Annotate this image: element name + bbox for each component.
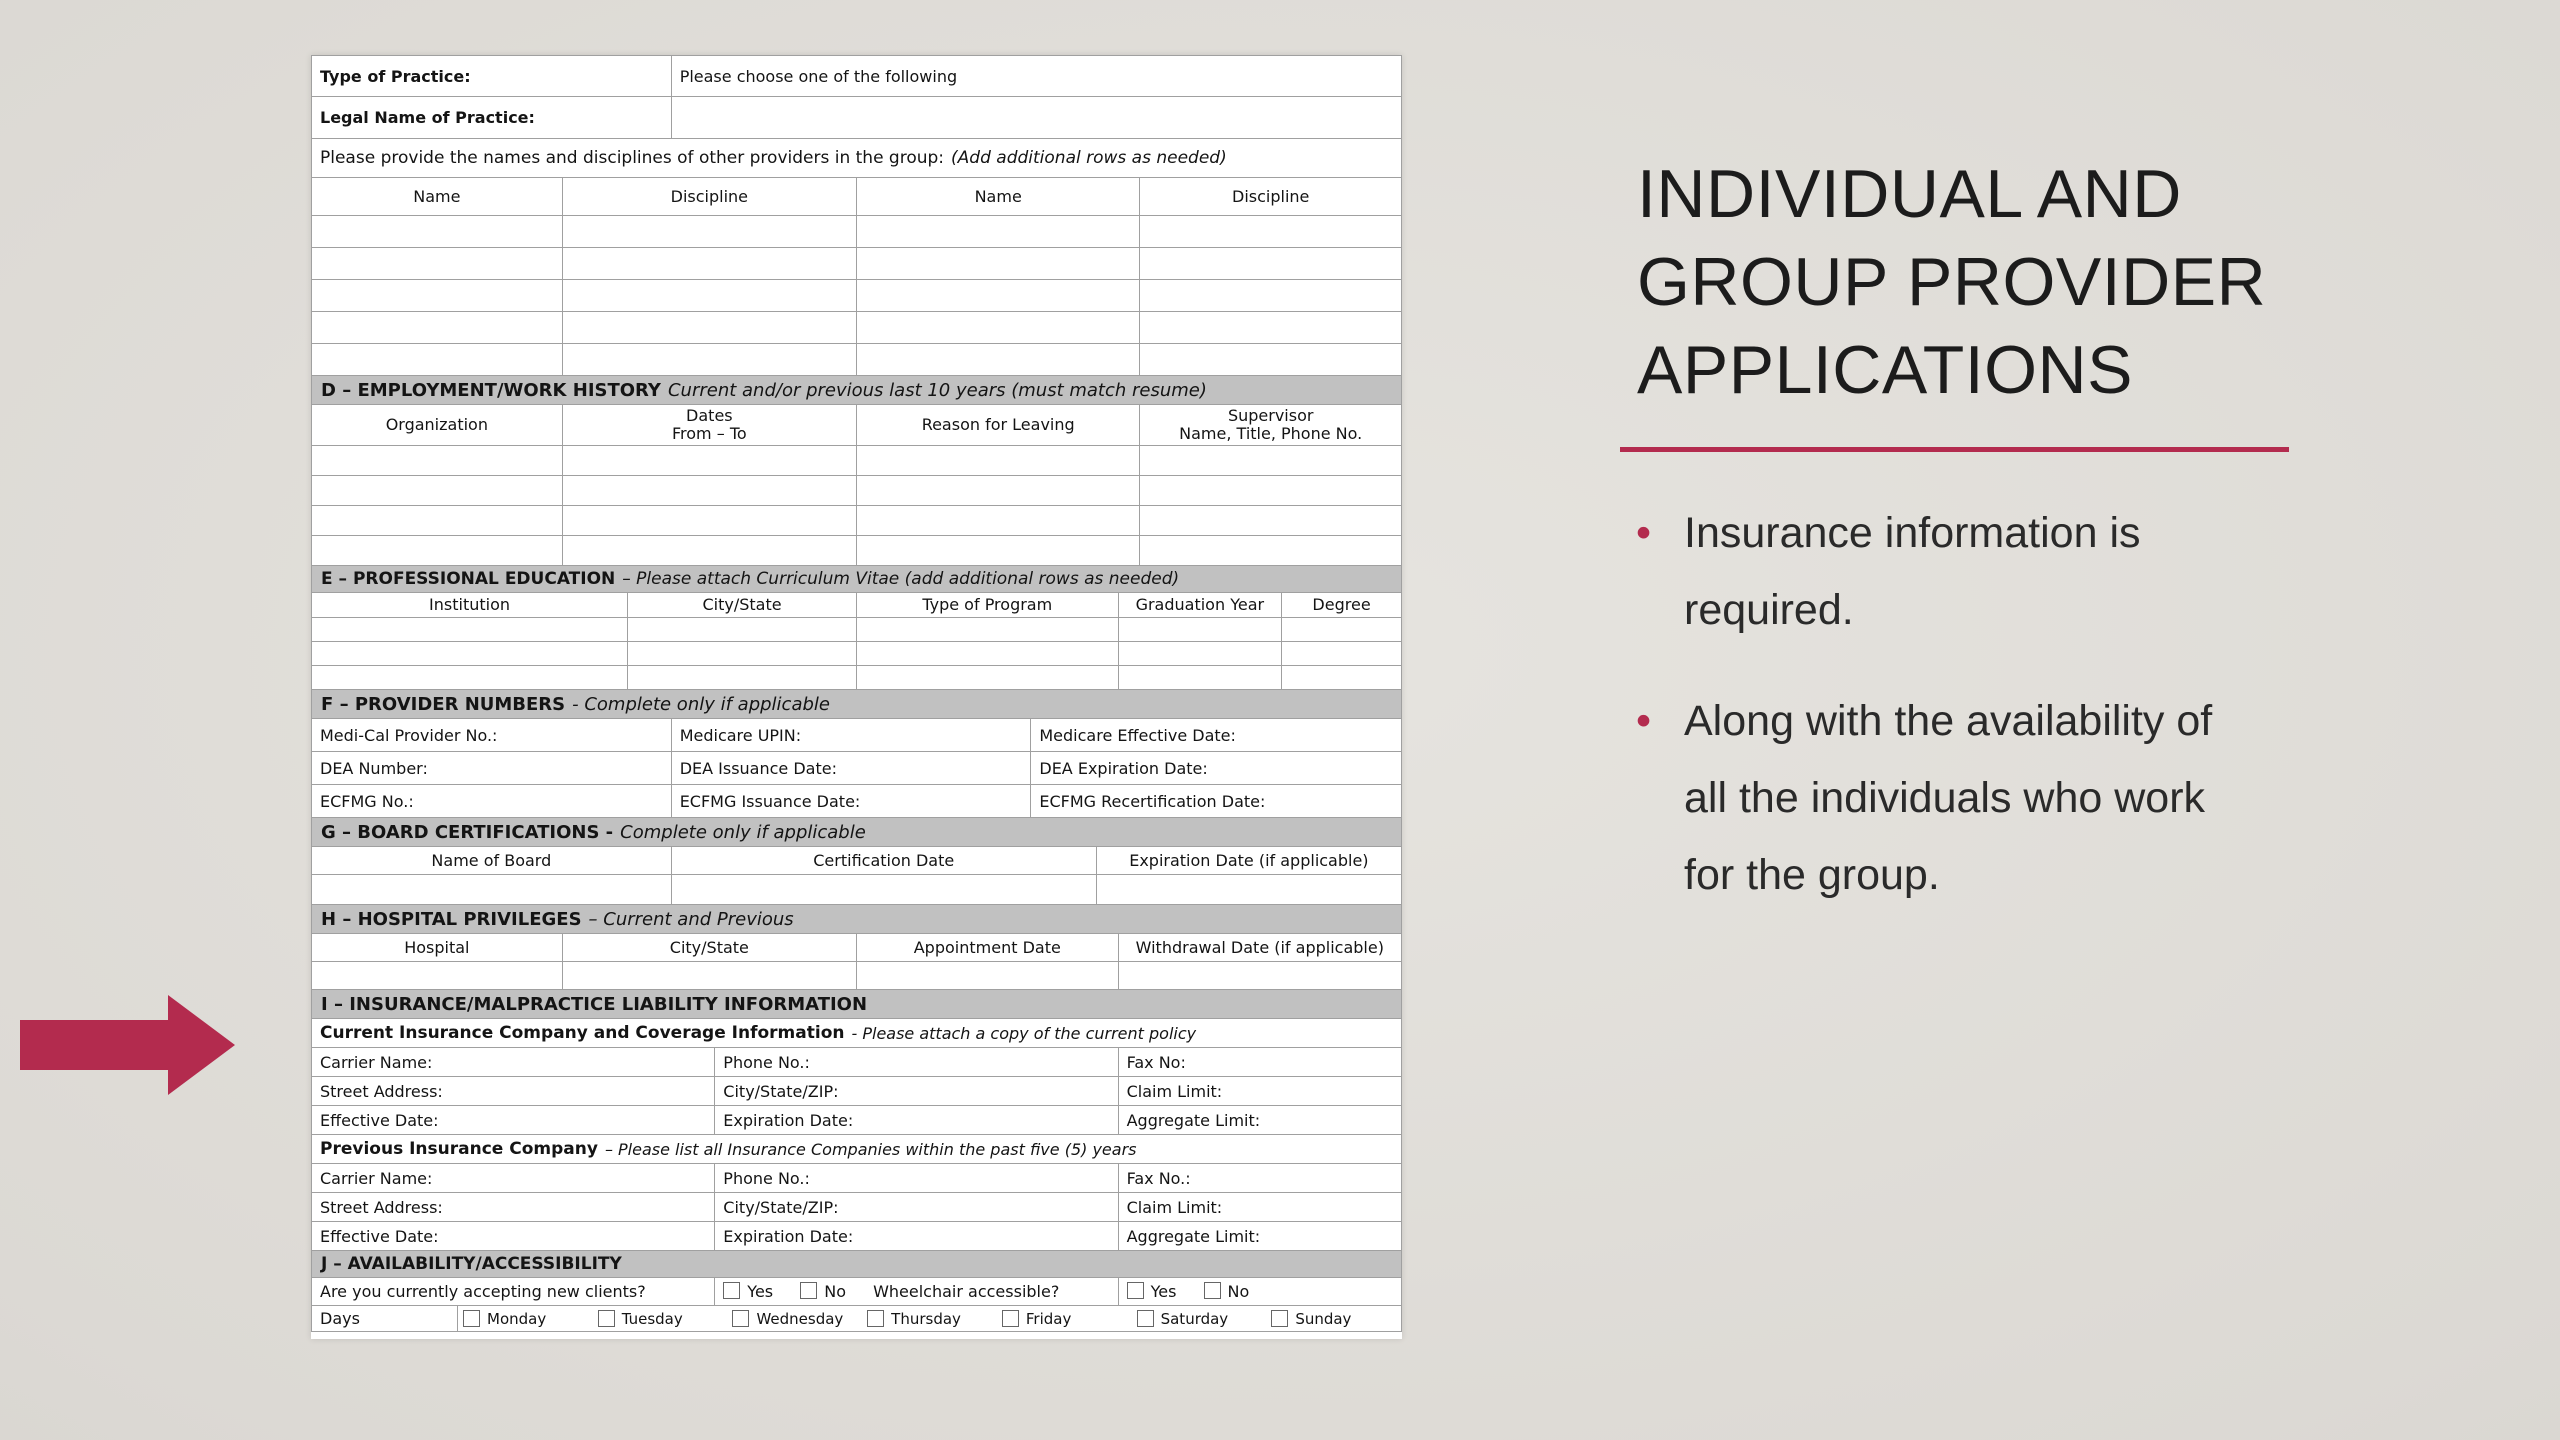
empty-field-cell xyxy=(1282,642,1402,666)
wheelchair-question: Wheelchair accessible? xyxy=(873,1282,1060,1301)
friday-checkbox[interactable] xyxy=(1002,1310,1019,1327)
empty-field-cell xyxy=(312,216,563,248)
empty-field-cell xyxy=(856,248,1139,280)
yes-label: Yes xyxy=(1150,1282,1177,1301)
empty-field-cell xyxy=(628,618,857,642)
sunday-label: Sunday xyxy=(1295,1309,1352,1328)
empty-field-cell xyxy=(1282,618,1402,642)
sunday-checkbox[interactable] xyxy=(1271,1310,1288,1327)
empty-field-cell xyxy=(1118,666,1282,690)
g-header-board: Name of Board xyxy=(312,847,672,875)
wednesday-label: Wednesday xyxy=(756,1309,844,1328)
bullet-icon: • xyxy=(1636,509,1652,557)
current-insurance-subheader xyxy=(311,1018,1402,1048)
d-header-reason: Reason for Leaving xyxy=(856,405,1139,446)
accepting-clients-options xyxy=(715,1278,1118,1306)
day-item-thursday xyxy=(862,1310,997,1328)
empty-field-cell xyxy=(1118,618,1282,642)
field-label-cell: Fax No: xyxy=(1118,1048,1401,1077)
g-header-cert-date: Certification Date xyxy=(671,847,1096,875)
providers-note-italic: (Add additional rows as needed) xyxy=(951,148,1227,168)
empty-field-cell xyxy=(1140,506,1402,536)
slide-bullets xyxy=(1620,495,2260,914)
yes-checkbox[interactable] xyxy=(1127,1282,1144,1299)
providers-header-discipline: Discipline xyxy=(1140,178,1402,216)
day-item-sunday xyxy=(1266,1310,1401,1328)
section-j-title: J – AVAILABILITY/ACCESSIBILITY xyxy=(321,1254,622,1274)
practice-info-table xyxy=(311,55,1402,139)
day-item-monday xyxy=(458,1310,593,1328)
empty-field-cell xyxy=(562,506,856,536)
bullet-text: Insurance information is required. xyxy=(1684,509,2141,634)
section-h-title: H – HOSPITAL PRIVILEGES xyxy=(321,908,582,930)
wheelchair-options xyxy=(1118,1278,1401,1306)
field-label-cell: Carrier Name: xyxy=(312,1048,715,1077)
education-table xyxy=(311,592,1402,690)
section-h-note: – Current and Previous xyxy=(588,908,794,930)
thursday-label: Thursday xyxy=(891,1309,961,1328)
empty-field-cell xyxy=(312,962,563,990)
section-j-header xyxy=(311,1250,1402,1278)
providers-table xyxy=(311,177,1402,376)
section-f-note: - Complete only if applicable xyxy=(572,693,830,715)
d-header-supervisor xyxy=(1140,405,1402,446)
empty-field-cell xyxy=(312,476,563,506)
provider-application-form xyxy=(311,55,1402,1339)
previous-insurance-table xyxy=(311,1163,1402,1251)
previous-insurance-title: Previous Insurance Company xyxy=(320,1139,598,1159)
day-item-tuesday xyxy=(593,1310,728,1328)
empty-field-cell xyxy=(856,344,1139,376)
hospital-privileges-table xyxy=(311,933,1402,990)
legal-name-label: Legal Name of Practice: xyxy=(312,97,672,139)
section-f-title: F – PROVIDER NUMBERS xyxy=(321,693,566,715)
empty-field-cell xyxy=(1140,312,1402,344)
empty-field-cell xyxy=(562,962,856,990)
e-header-institution: Institution xyxy=(312,593,628,618)
field-label-cell: DEA Number: xyxy=(312,752,672,785)
h-header-appointment: Appointment Date xyxy=(856,934,1118,962)
field-label-cell: ECFMG Recertification Date: xyxy=(1031,785,1402,818)
field-label-cell: ECFMG Issuance Date: xyxy=(671,785,1031,818)
empty-field-cell xyxy=(1140,446,1402,476)
tuesday-label: Tuesday xyxy=(621,1309,683,1328)
empty-field-cell xyxy=(1282,666,1402,690)
field-label-cell: Medicare UPIN: xyxy=(671,719,1031,752)
empty-field-cell xyxy=(856,476,1139,506)
e-header-degree: Degree xyxy=(1282,593,1402,618)
type-of-practice-label: Type of Practice: xyxy=(312,56,672,97)
d-header-organization: Organization xyxy=(312,405,563,446)
h-header-hospital: Hospital xyxy=(312,934,563,962)
current-insurance-note: - Please attach a copy of the current policy xyxy=(851,1023,1197,1043)
empty-field-cell xyxy=(1118,642,1282,666)
empty-field-cell xyxy=(671,875,1096,905)
empty-field-cell xyxy=(1140,216,1402,248)
type-of-practice-value: Please choose one of the following xyxy=(671,56,1401,97)
accepting-clients-question: Are you currently accepting new clients? xyxy=(312,1278,715,1306)
empty-field-cell xyxy=(1140,536,1402,566)
field-label-cell: DEA Expiration Date: xyxy=(1031,752,1402,785)
empty-field-cell xyxy=(856,536,1139,566)
yes-checkbox[interactable] xyxy=(723,1282,740,1299)
section-f-header xyxy=(311,689,1402,719)
section-i-title: I – INSURANCE/MALPRACTICE LIABILITY INFORMATION xyxy=(321,993,868,1015)
section-d-note: Current and/or previous last 10 years (must match resume) xyxy=(667,379,1207,401)
empty-field-cell xyxy=(856,280,1139,312)
section-g-title: G – BOARD CERTIFICATIONS - xyxy=(321,821,614,843)
empty-field-cell xyxy=(1140,280,1402,312)
empty-field-cell xyxy=(856,962,1118,990)
empty-field-cell xyxy=(628,642,857,666)
empty-field-cell xyxy=(856,666,1118,690)
field-label-cell: Medi-Cal Provider No.: xyxy=(312,719,672,752)
empty-field-cell xyxy=(856,618,1118,642)
field-label-cell: City/State/ZIP: xyxy=(715,1193,1118,1222)
empty-field-cell xyxy=(628,666,857,690)
no-checkbox[interactable] xyxy=(1204,1282,1221,1299)
day-item-friday xyxy=(997,1310,1132,1328)
providers-note xyxy=(311,138,1402,178)
empty-field-cell xyxy=(1118,962,1401,990)
field-label-cell: Street Address: xyxy=(312,1077,715,1106)
field-label-cell: Claim Limit: xyxy=(1118,1077,1401,1106)
tuesday-checkbox[interactable] xyxy=(598,1310,615,1327)
insurance-pointer-arrow-icon xyxy=(20,990,235,1100)
empty-field-cell xyxy=(562,344,856,376)
friday-label: Friday xyxy=(1025,1309,1072,1328)
empty-field-cell xyxy=(312,446,563,476)
slide-title-line1: INDIVIDUAL AND xyxy=(1637,156,2182,232)
monday-checkbox[interactable] xyxy=(463,1310,480,1327)
field-label-cell: Effective Date: xyxy=(312,1106,715,1135)
legal-name-field xyxy=(671,97,1401,139)
field-label-cell: Phone No.: xyxy=(715,1048,1118,1077)
empty-field-cell xyxy=(312,642,628,666)
employment-history-table xyxy=(311,404,1402,566)
empty-field-cell xyxy=(312,618,628,642)
empty-field-cell xyxy=(1140,248,1402,280)
e-header-grad-year: Graduation Year xyxy=(1118,593,1282,618)
section-g-note: Complete only if applicable xyxy=(620,821,866,843)
section-e-title: E – PROFESSIONAL EDUCATION xyxy=(321,569,616,589)
empty-field-cell xyxy=(856,216,1139,248)
empty-field-cell xyxy=(312,280,563,312)
field-label-cell: DEA Issuance Date: xyxy=(671,752,1031,785)
empty-field-cell xyxy=(1140,344,1402,376)
empty-field-cell xyxy=(1096,875,1401,905)
providers-note-text: Please provide the names and disciplines of other providers in the group: xyxy=(320,148,945,168)
d-header-dates-line1: Dates xyxy=(686,406,733,425)
no-label: No xyxy=(1227,1282,1250,1301)
arrow-shape xyxy=(20,995,235,1095)
accepting-clients-row xyxy=(311,1277,1402,1306)
empty-field-cell xyxy=(312,344,563,376)
empty-field-cell xyxy=(856,642,1118,666)
empty-field-cell xyxy=(562,312,856,344)
thursday-checkbox[interactable] xyxy=(867,1310,884,1327)
empty-field-cell xyxy=(856,312,1139,344)
field-label-cell: Effective Date: xyxy=(312,1222,715,1251)
field-label-cell: Carrier Name: xyxy=(312,1164,715,1193)
section-e-note: – Please attach Curriculum Vitae (add additional rows as needed) xyxy=(622,569,1180,589)
d-header-supervisor-line2: Name, Title, Phone No. xyxy=(1179,424,1363,443)
saturday-label: Saturday xyxy=(1160,1309,1229,1328)
day-item-wednesday xyxy=(727,1310,862,1328)
empty-field-cell xyxy=(562,476,856,506)
section-i-header xyxy=(311,989,1402,1019)
slide-title xyxy=(1637,150,2377,414)
previous-insurance-subheader xyxy=(311,1134,1402,1164)
field-label-cell: Claim Limit: xyxy=(1118,1193,1401,1222)
bullet-icon: • xyxy=(1636,697,1652,745)
h-header-withdrawal: Withdrawal Date (if applicable) xyxy=(1118,934,1401,962)
wednesday-checkbox[interactable] xyxy=(732,1310,749,1327)
empty-field-cell xyxy=(312,506,563,536)
field-label-cell: Aggregate Limit: xyxy=(1118,1106,1401,1135)
field-label-cell: Expiration Date: xyxy=(715,1106,1118,1135)
h-header-city-state: City/State xyxy=(562,934,856,962)
g-header-exp-date: Expiration Date (if applicable) xyxy=(1096,847,1401,875)
d-header-dates-line2: From – To xyxy=(672,424,747,443)
board-certifications-table xyxy=(311,846,1402,905)
empty-field-cell xyxy=(312,248,563,280)
slide-title-line3: APPLICATIONS xyxy=(1637,332,2133,408)
monday-label: Monday xyxy=(487,1309,547,1328)
provider-numbers-table xyxy=(311,718,1402,818)
providers-header-name: Name xyxy=(312,178,563,216)
section-d-title: D – EMPLOYMENT/WORK HISTORY xyxy=(321,379,661,401)
providers-header-name: Name xyxy=(856,178,1139,216)
empty-field-cell xyxy=(856,506,1139,536)
section-e-header xyxy=(311,565,1402,593)
section-g-header xyxy=(311,817,1402,847)
day-item-saturday xyxy=(1132,1310,1267,1328)
d-header-supervisor-line1: Supervisor xyxy=(1227,406,1314,425)
empty-field-cell xyxy=(562,536,856,566)
providers-header-discipline: Discipline xyxy=(562,178,856,216)
field-label-cell: Phone No.: xyxy=(715,1164,1118,1193)
empty-field-cell xyxy=(562,248,856,280)
bullet-availability xyxy=(1620,683,2260,914)
field-label-cell: Street Address: xyxy=(312,1193,715,1222)
empty-field-cell xyxy=(312,875,672,905)
no-checkbox[interactable] xyxy=(800,1282,817,1299)
empty-field-cell xyxy=(1140,476,1402,506)
bullet-text: Along with the availability of all the individuals who work for the group. xyxy=(1684,697,2213,899)
slide-title-line2: GROUP PROVIDER xyxy=(1637,244,2267,320)
field-label-cell: Aggregate Limit: xyxy=(1118,1222,1401,1251)
section-d-header xyxy=(311,375,1402,405)
empty-field-cell xyxy=(562,446,856,476)
bullet-insurance-required xyxy=(1620,495,2260,649)
d-header-dates xyxy=(562,405,856,446)
empty-field-cell xyxy=(312,312,563,344)
empty-field-cell xyxy=(312,666,628,690)
field-label-cell: Expiration Date: xyxy=(715,1222,1118,1251)
empty-field-cell xyxy=(562,280,856,312)
availability-days-row xyxy=(311,1305,1402,1332)
empty-field-cell xyxy=(562,216,856,248)
saturday-checkbox[interactable] xyxy=(1137,1310,1154,1327)
empty-field-cell xyxy=(312,536,563,566)
e-header-program: Type of Program xyxy=(856,593,1118,618)
current-insurance-table xyxy=(311,1047,1402,1135)
section-h-header xyxy=(311,904,1402,934)
field-label-cell: Medicare Effective Date: xyxy=(1031,719,1402,752)
previous-insurance-note: – Please list all Insurance Companies within the past five (5) years xyxy=(604,1139,1137,1159)
current-insurance-title: Current Insurance Company and Coverage Information xyxy=(320,1023,845,1043)
e-header-city-state: City/State xyxy=(628,593,857,618)
days-label: Days xyxy=(312,1306,458,1331)
field-label-cell: City/State/ZIP: xyxy=(715,1077,1118,1106)
field-label-cell: Fax No.: xyxy=(1118,1164,1401,1193)
empty-field-cell xyxy=(856,446,1139,476)
field-label-cell: ECFMG No.: xyxy=(312,785,672,818)
yes-label: Yes xyxy=(747,1282,774,1301)
no-label: No xyxy=(824,1282,846,1301)
title-underline xyxy=(1620,447,2289,452)
